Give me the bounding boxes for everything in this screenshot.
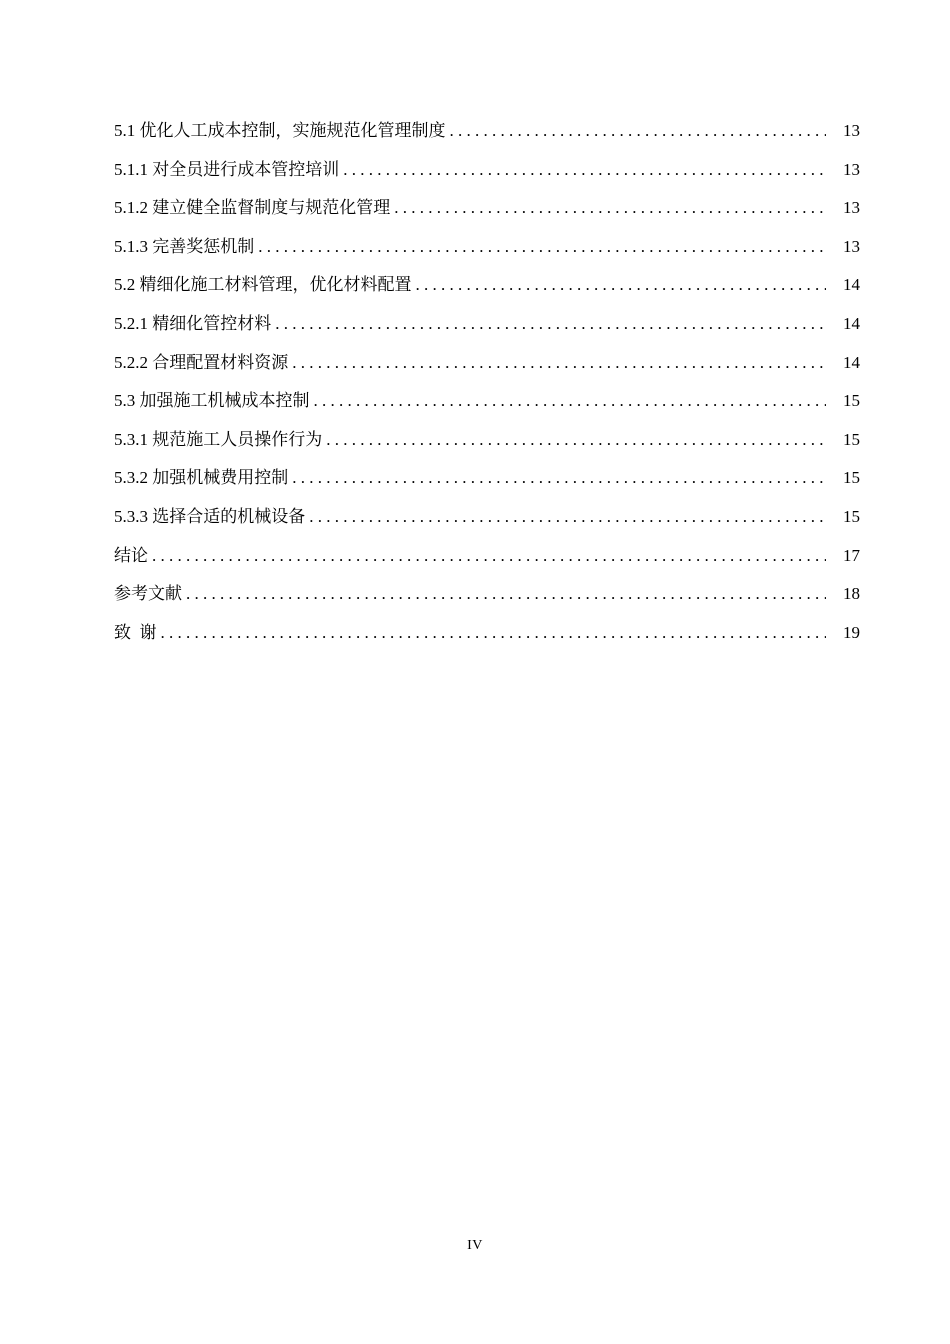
toc-entry-title: 结论 [114, 545, 148, 565]
toc-entry-page: 14 [843, 352, 860, 372]
toc-dot-leader [275, 312, 826, 336]
table-of-contents [114, 119, 860, 659]
toc-entry-title: 致 谢 [114, 622, 157, 642]
toc-entry-title: 5.2.2 合理配置材料资源 [114, 352, 289, 372]
page-number: IV [467, 1238, 483, 1253]
toc-dot-leader [161, 621, 827, 645]
toc-entry-title: 5.3 加强施工机械成本控制 [114, 391, 310, 411]
toc-entry-page: 13 [843, 121, 860, 140]
toc-entry-5-1-3[interactable] [114, 235, 860, 274]
toc-entry-page: 14 [843, 313, 860, 333]
toc-entry-title: 5.1.1 对全员进行成本管控培训 [114, 159, 340, 179]
toc-entry-page: 15 [843, 429, 860, 449]
toc-dot-leader [309, 505, 826, 529]
toc-entry-5-3-3[interactable] [114, 505, 860, 544]
toc-entry-title: 5.2 精细化施工材料管理，优化材料配置 [114, 275, 412, 295]
toc-entry-page: 18 [843, 584, 860, 604]
toc-entry-page: 19 [843, 622, 860, 642]
toc-dot-leader [186, 582, 826, 606]
toc-dot-leader [292, 351, 826, 375]
toc-entry-title: 5.3.3 选择合适的机械设备 [114, 506, 306, 526]
toc-entry-5-3[interactable] [114, 389, 860, 428]
toc-entry-title: 5.3.2 加强机械费用控制 [114, 468, 289, 488]
toc-entry-5-1-2[interactable] [114, 196, 860, 235]
toc-dot-leader [416, 273, 827, 297]
toc-entry-page: 17 [843, 545, 860, 565]
toc-entry-conclusion[interactable] [114, 544, 860, 583]
toc-entry-5-2-1[interactable] [114, 312, 860, 351]
toc-dot-leader [343, 158, 826, 182]
toc-entry-references[interactable] [114, 582, 860, 621]
toc-dot-leader [326, 428, 826, 452]
toc-entry-title: 参考文献 [114, 584, 182, 604]
toc-dot-leader [450, 119, 827, 143]
toc-entry-page: 15 [843, 468, 860, 488]
toc-dot-leader [394, 196, 826, 220]
toc-entry-5-2-2[interactable] [114, 351, 860, 390]
toc-entry-5-3-1[interactable] [114, 428, 860, 467]
toc-entry-title: 5.3.1 规范施工人员操作行为 [114, 429, 323, 449]
toc-entry-title: 5.1.2 建立健全监督制度与规范化管理 [114, 198, 391, 218]
toc-entry-page: 14 [843, 275, 860, 295]
toc-entry-5-3-2[interactable] [114, 466, 860, 505]
toc-dot-leader [314, 389, 827, 413]
toc-entry-title: 5.1 优化人工成本控制，实施规范化管理制度 [114, 121, 446, 140]
toc-entry-5-1[interactable] [114, 119, 860, 158]
toc-entry-acknowledgements[interactable] [114, 621, 860, 660]
toc-entry-title: 5.1.3 完善奖惩机制 [114, 236, 255, 256]
toc-dot-leader [292, 466, 826, 490]
toc-entry-page: 15 [843, 506, 860, 526]
toc-entry-title: 5.2.1 精细化管控材料 [114, 313, 272, 333]
toc-entry-5-1-1[interactable] [114, 158, 860, 197]
toc-dot-leader [258, 235, 826, 259]
toc-entry-page: 13 [843, 236, 860, 256]
toc-dot-leader [152, 544, 826, 568]
toc-entry-page: 13 [843, 159, 860, 179]
toc-entry-5-2[interactable] [114, 273, 860, 312]
toc-entry-page: 13 [843, 198, 860, 218]
toc-entry-page: 15 [843, 391, 860, 411]
